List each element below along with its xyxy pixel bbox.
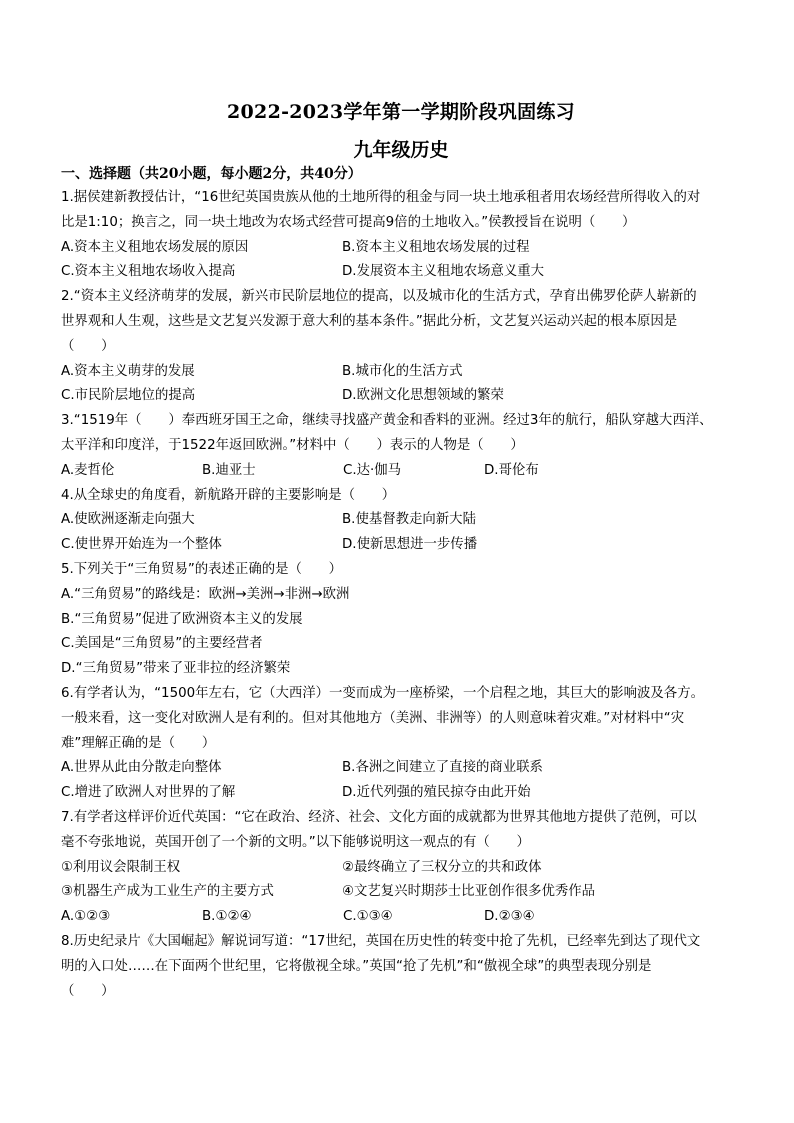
option-d: D.“三角贸易”带来了亚非拉的经济繁荣 <box>61 661 291 677</box>
question-2 <box>61 285 741 409</box>
option-d: D.②③④ <box>484 909 535 925</box>
options-row <box>61 533 741 558</box>
question-3 <box>61 409 741 483</box>
option-a: A.①②③ <box>61 909 111 925</box>
option-a: A.麦哲伦 <box>61 462 115 478</box>
question-8 <box>61 930 741 1004</box>
options-row <box>61 384 741 409</box>
item-3: ③机器生产成为工业生产的主要方式 <box>61 884 274 900</box>
option-b: B.使基督教走向新大陆 <box>342 512 476 528</box>
options-row <box>61 360 741 385</box>
options-row <box>61 756 741 781</box>
question-stem-line: 3.“1519年（ ）奉西班牙国王之命，继续寻找盛产黄金和香料的亚洲。经过3年的航行，船队穿越大西洋、 <box>61 413 713 429</box>
option-d: D.哥伦布 <box>484 462 539 478</box>
question-4 <box>61 484 741 558</box>
option-b: B.“三角贸易”促进了欧洲资本主义的发展 <box>61 611 303 627</box>
exam-subtitle: 九年级历史 <box>353 139 449 161</box>
question-stem-line: （ ） <box>61 983 115 999</box>
option-a: A.资本主义萌芽的发展 <box>61 363 195 379</box>
item-1: ①利用议会限制王权 <box>61 859 181 875</box>
question-7 <box>61 806 741 930</box>
option-c: C.增进了欧洲人对世界的了解 <box>61 785 236 801</box>
option-c: C.使世界开始连为一个整体 <box>61 537 222 553</box>
question-6 <box>61 682 741 806</box>
item-2: ②最终确立了三权分立的共和政体 <box>342 859 542 875</box>
option-d: D.欧洲文化思想领域的繁荣 <box>342 388 504 404</box>
option-b: B.城市化的生活方式 <box>342 363 463 379</box>
exam-title: 2022-2023学年第一学期阶段巩固练习 <box>227 101 575 123</box>
option-b: B.资本主义租地农场发展的过程 <box>342 239 530 255</box>
section-heading: 一、选择题（共20小题，每小题2分，共40分） <box>61 166 362 182</box>
question-stem-line: 6.有学者认为，“1500年左右，它（大西洋）一变而成为一座桥梁，一个启程之地，其巨大的影响波及各方。 <box>61 685 704 701</box>
item-4: ④文艺复兴时期莎士比亚创作很多优秀作品 <box>342 884 596 900</box>
option-a: A.使欧洲逐渐走向强大 <box>61 512 195 528</box>
options-row <box>61 781 741 806</box>
option-b: B.各洲之间建立了直接的商业联系 <box>342 760 543 776</box>
options-row <box>61 508 741 533</box>
option-a: A.世界从此由分散走向整体 <box>61 760 222 776</box>
option-c: C.市民阶层地位的提高 <box>61 388 196 404</box>
options-row <box>61 260 741 285</box>
option-d: D.近代列强的殖民掠夺由此开始 <box>342 785 531 801</box>
option-d: D.使新思想进一步传播 <box>342 537 478 553</box>
option-b: B.①②④ <box>202 909 252 925</box>
items-row <box>61 880 741 905</box>
question-5 <box>61 558 741 682</box>
items-row <box>61 856 741 881</box>
question-stem-line: 8.历史纪录片《大国崛起》解说词写道：“17世纪，英国在历史性的转变中抢了先机，已经率先到达了现代文 <box>61 933 701 949</box>
option-c: C.达·伽马 <box>343 462 402 478</box>
question-1 <box>61 186 741 285</box>
option-c: C.资本主义租地农场收入提高 <box>61 264 236 280</box>
question-stem-line: 5.下列关于“三角贸易”的表述正确的是（ ） <box>61 561 343 577</box>
question-stem-line: 明的入口处……在下面两个世纪里，它将傲视全球。”英国“抢了先机”和“傲视全球”的典型表现分别是 <box>61 958 652 974</box>
question-stem-line: 太平洋和印度洋，于1522年返回欧洲。”材料中（ ）表示的人物是（ ） <box>61 437 524 453</box>
option-b: B.迪亚士 <box>202 462 256 478</box>
question-stem-line: 比是1:10；换言之，同一块土地改为农场式经营可提高9倍的土地收入。”侯教授旨在说明（ ） <box>61 214 636 230</box>
question-stem-line: 4.从全球史的角度看，新航路开辟的主要影响是（ ） <box>61 487 396 503</box>
question-stem-line: 1.据侯建新教授估计，“16世纪英国贵族从他的土地所得的租金与同一块土地承租者用农场经营所得收入的对 <box>61 190 701 205</box>
exam-page <box>61 92 741 1004</box>
question-stem-line: 2.“资本主义经济萌芽的发展，新兴市民阶层地位的提高，以及城市化的生活方式，孕育出佛罗伦萨人崭新的 <box>61 289 697 305</box>
question-stem-line: 一般来看，这一变化对欧洲人是有利的。但对其他地方（美洲、非洲等）的人则意味着灾难。”对材料中“灾 <box>61 710 685 726</box>
options-row <box>61 236 741 261</box>
option-a: A.资本主义租地农场发展的原因 <box>61 239 249 255</box>
option-a: A.“三角贸易”的路线是：欧洲→美洲→非洲→欧洲 <box>61 586 350 602</box>
option-c: C.美国是“三角贸易”的主要经营者 <box>61 636 263 652</box>
question-stem-line: 毫不夸张地说，英国开创了一个新的文明。”以下能够说明这一观点的有（ ） <box>61 834 530 850</box>
option-c: C.①③④ <box>343 909 393 925</box>
question-stem-line: 难”理解正确的是（ ） <box>61 735 216 751</box>
question-stem-line: 世界观和人生观，这些是文艺复兴发源于意大利的基本条件。”据此分析，文艺复兴运动兴起的根本原因是 <box>61 313 678 329</box>
question-stem-line: （ ） <box>61 338 115 354</box>
question-stem-line: 7.有学者这样评价近代英国：“它在政治、经济、社会、文化方面的成就都为世界其他地方提供了范例，可以 <box>61 809 697 825</box>
option-d: D.发展资本主义租地农场意义重大 <box>342 264 545 280</box>
options-row <box>61 905 741 930</box>
options-row <box>61 459 741 484</box>
